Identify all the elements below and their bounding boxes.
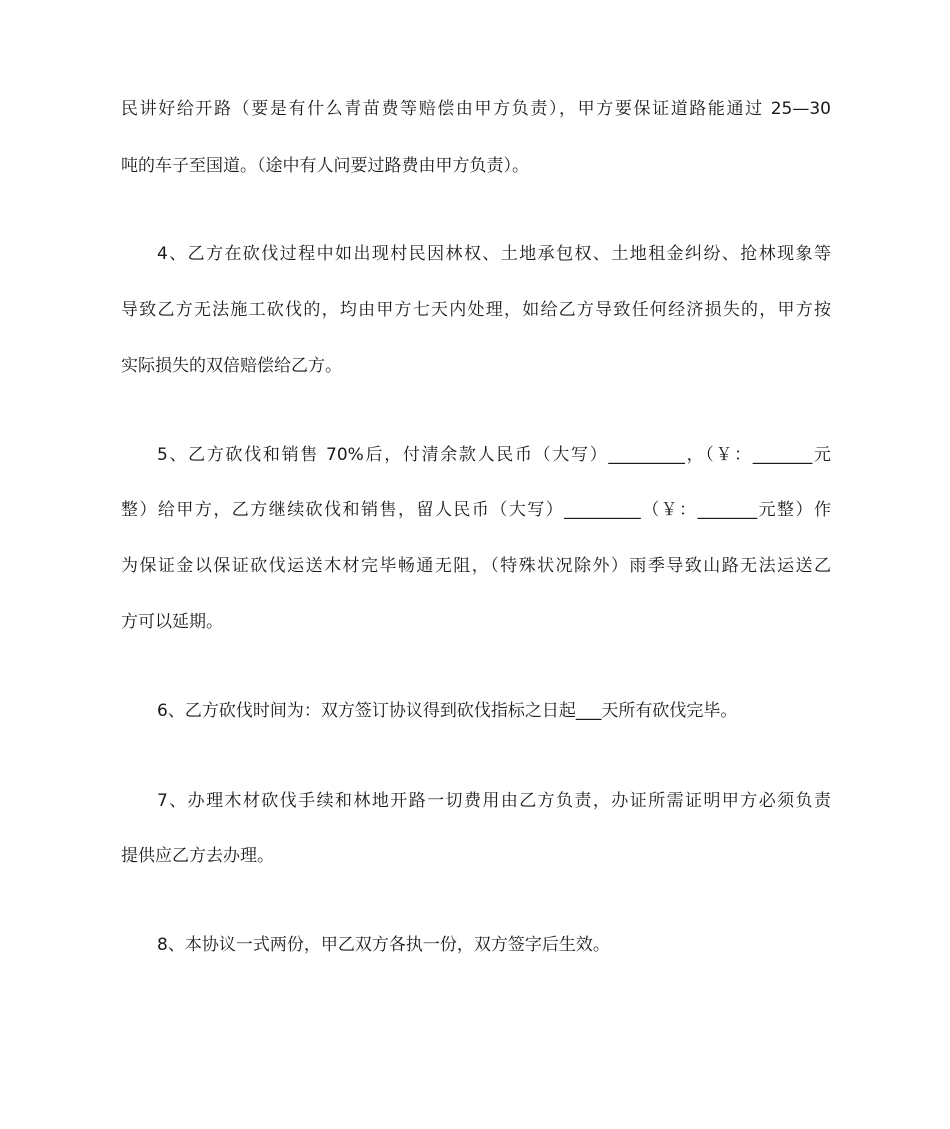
clause-6-line: 6、乙方砍伐时间为：双方签订协议得到砍伐指标之日起___天所有砍伐完毕。 — [157, 701, 738, 721]
text-line: 导致乙方无法施工砍伐的，均由甲方七天内处理，如给乙方导致任何经济损失的，甲方按 — [121, 300, 831, 320]
text-line: 吨的车子至国道。（途中有人问要过路费由甲方负责）。 — [121, 156, 529, 176]
clause-8-line: 8、本协议一式两份，甲乙双方各执一份，双方签字后生效。 — [157, 935, 610, 955]
clause-5-line: 5、乙方砍伐和销售 70%后，付清余款人民币（大写）_________，（￥：_______元 — [157, 445, 831, 465]
clause-4-line: 4、乙方在砍伐过程中如出现村民因林权、土地承包权、土地租金纠纷、抢林现象等 — [157, 244, 831, 264]
text-line: 实际损失的双倍赔偿给乙方。 — [121, 356, 342, 376]
text-line: 民讲好给开路（要是有什么青苗费等赔偿由甲方负责），甲方要保证道路能通过 25—30 — [121, 99, 831, 119]
text-line: 方可以延期。 — [121, 612, 223, 632]
text-line: 整）给甲方，乙方继续砍伐和销售，留人民币（大写）_________（￥：_______元整）作 — [121, 500, 831, 520]
text-line: 提供应乙方去办理。 — [121, 846, 274, 866]
text-line: 为保证金以保证砍伐运送木材完毕畅通无阻，（特殊状况除外）雨季导致山路无法运送乙 — [121, 556, 831, 576]
clause-7-line: 7、办理木材砍伐手续和林地开路一切费用由乙方负责，办证所需证明甲方必须负责 — [157, 791, 831, 811]
